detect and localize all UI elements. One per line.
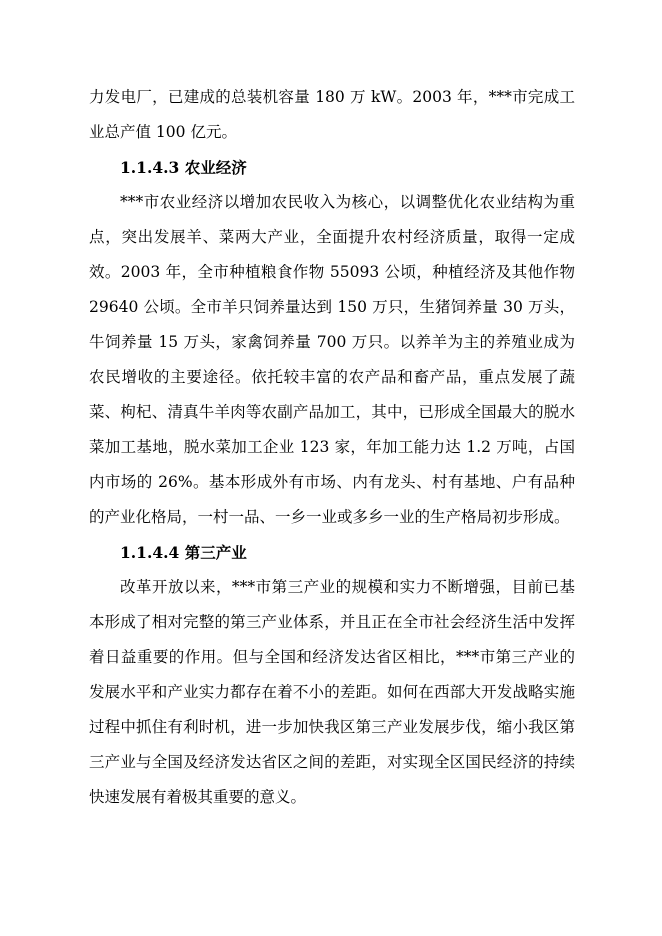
- section-heading-tertiary-industry: 1.1.4.4 第三产业: [120, 543, 247, 562]
- paragraph-tertiary-industry: 改革开放以来，***市第三产业的规模和实力不断增强，目前已基本形成了相对完整的第三产业体系，并且正在全市社会经济生活中发挥着日益重要的作用。但与全国和经济发达省区相比，***市第三产业的发展水平和产业实力都存在着不小的差距。如何在西部大开发战略实施过程中抓住有利时机，进一步加快我区第三产业发展步伐，缩小我区第三产业与全国及经济发达省区之间的差距，对实现全区国民经济的持续快速发展有着极其重要的意义。: [89, 578, 575, 806]
- paragraph-agriculture: ***市农业经济以增加农民收入为核心，以调整优化农业结构为重点，突出发展羊、菜两大产业，全面提升农村经济质量，取得一定成效。2003 年，全市种植粮食作物 55093 公顷，种植经济及其他作物 29640 公顷。全市羊只饲养量达到 150 万只，生猪饲养量 30 万头，牛饲养量 15 万头，家禽饲养量 700 万只。以养羊为主的养殖业成为农民增收的主要途径。依托较丰富的农产品和畜产品，重点发展了蔬菜、枸杞、清真牛羊肉等农副产品加工，其中，已形成全国最大的脱水菜加工基地，脱水菜加工企业 123 家，年加工能力达 1.2 万吨，占国内市场的 26%。基本形成外有市场、内有龙头、村有基地、户有品种的产业化格局，一村一品、一乡一业或多乡一业的生产格局初步形成。: [89, 193, 575, 526]
- paragraph-power-industry: 力发电厂，已建成的总装机容量 180 万 kW。2003 年，***市完成工业总产值 100 亿元。: [89, 88, 575, 141]
- section-heading-agriculture: 1.1.4.3 农业经济: [120, 158, 247, 177]
- document-body: [89, 80, 575, 815]
